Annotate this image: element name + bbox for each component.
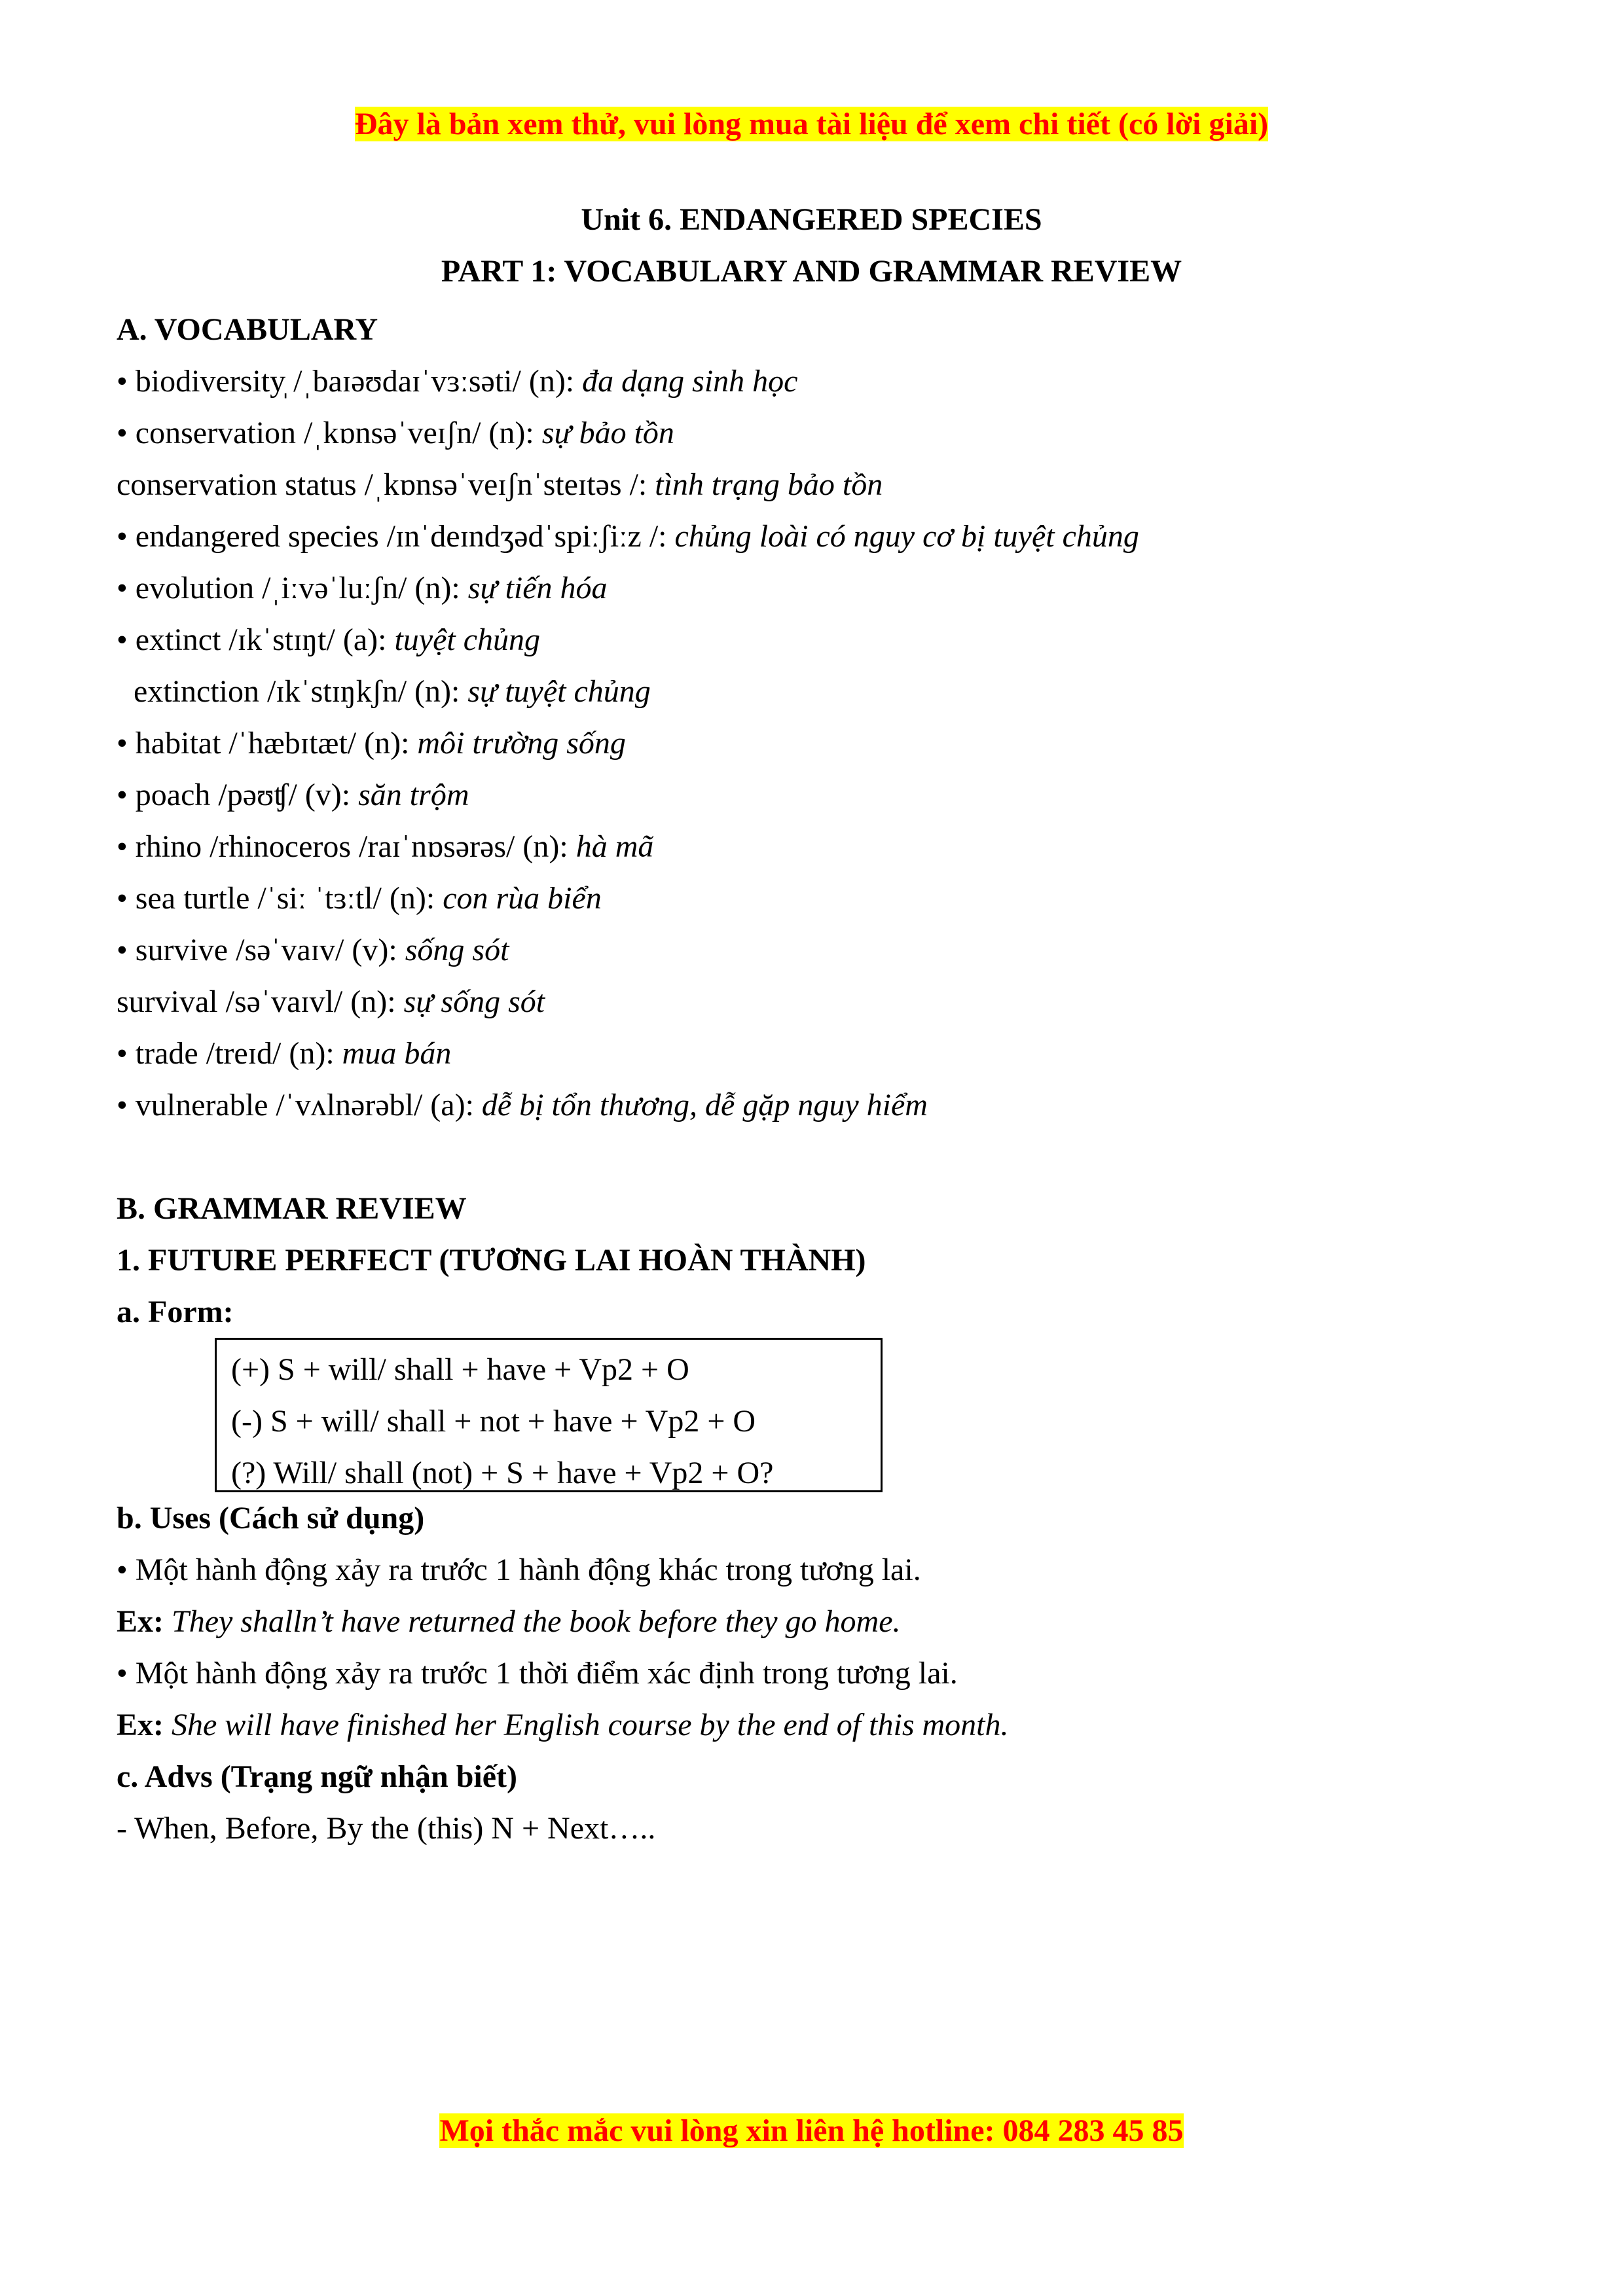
vocab-entry — [117, 407, 1518, 459]
vocab-entry — [117, 562, 1518, 614]
vocab-term: survival /səˈvaɪvl/ (n): — [117, 984, 404, 1019]
vocab-term: conservation status /ˌkɒnsəˈveɪʃnˈsteɪtəs /: — [117, 467, 655, 502]
vocab-meaning: dễ bị tổn thương, dễ gặp nguy hiểm — [481, 1088, 928, 1122]
vocab-term: • survive /səˈvaɪv/ (v): — [117, 933, 405, 967]
vocab-meaning: môi trường sống — [417, 726, 626, 761]
vocab-term: • extinct /ɪkˈstɪŋt/ (a): — [117, 622, 395, 657]
example-2 — [117, 1699, 1518, 1751]
vocab-meaning: tình trạng bảo tồn — [655, 467, 883, 502]
example-label: Ex: — [117, 1708, 164, 1742]
vocab-meaning: chủng loài có nguy cơ bị tuyệt chủng — [674, 519, 1139, 554]
uses-label: b. Uses (Cách sử dụng) — [117, 1501, 425, 1535]
footer-notice — [0, 2111, 1623, 2151]
vocab-meaning: sự bảo tồn — [541, 416, 674, 450]
grammar-section-title: 1. FUTURE PERFECT (TƯƠNG LAI HOÀN THÀNH) — [117, 1243, 866, 1278]
vocab-meaning: sự tuyệt chủng — [467, 674, 651, 709]
vocab-heading: A. VOCABULARY — [117, 312, 378, 347]
vocab-entry — [117, 821, 1518, 872]
vocab-meaning: sự sống sót — [403, 984, 545, 1019]
grammar-heading: B. GRAMMAR REVIEW — [117, 1191, 467, 1226]
vocab-entry — [117, 924, 1518, 976]
vocab-term: • trade /treɪd/ (n): — [117, 1036, 342, 1071]
advs-text: - When, Before, By the (this) N + Next….. — [117, 1811, 656, 1846]
vocab-entry — [117, 1079, 1518, 1131]
form-question: (?) Will/ shall (not) + S + have + Vp2 + O? — [231, 1456, 774, 1490]
vocab-term: • conservation /ˌkɒnsəˈveɪʃn/ (n): — [117, 416, 542, 450]
vocab-entry — [117, 511, 1518, 562]
vocab-term: • biodiversity̩ /ˌbaɪəʊdaɪˈvɜːsəti/ (n): — [117, 364, 583, 399]
unit-title: Unit 6. ENDANGERED SPECIES — [581, 202, 1042, 237]
footer-notice-text: Mọi thắc mắc vui lòng xin liên hệ hotline: 084 283 45 85 — [439, 2113, 1184, 2148]
vocab-entry — [117, 717, 1518, 769]
vocab-entry — [117, 976, 1518, 1028]
example-1 — [117, 1596, 1518, 1647]
form-affirmative: (+) S + will/ shall + have + Vp2 + O — [231, 1352, 689, 1387]
vocab-term: • habitat /ˈhæbɪtæt/ (n): — [117, 726, 418, 761]
vocab-entry — [117, 769, 1518, 821]
vocab-meaning: con rùa biển — [443, 881, 602, 916]
form-label: a. Form: — [117, 1295, 234, 1329]
header-notice — [0, 105, 1623, 144]
example-text: They shalln’t have returned the book before they go home. — [164, 1604, 901, 1639]
example-label: Ex: — [117, 1604, 164, 1639]
vocab-meaning: đa dạng sinh học — [582, 364, 798, 399]
document-body — [117, 304, 1518, 1854]
vocab-term: • sea turtle /ˈsiː ˈtɜːtl/ (n): — [117, 881, 443, 916]
vocab-meaning: sự tiến hóa — [467, 571, 608, 605]
spacer — [117, 1131, 1518, 1183]
part-title: PART 1: VOCABULARY AND GRAMMAR REVIEW — [441, 254, 1182, 289]
vocab-entry — [117, 459, 1518, 511]
vocab-entry — [117, 1028, 1518, 1079]
advs-label: c. Advs (Trạng ngữ nhận biết) — [117, 1759, 518, 1794]
vocab-meaning: săn trộm — [358, 778, 469, 812]
vocab-term: extinction /ɪkˈstɪŋkʃn/ (n): — [134, 674, 468, 709]
vocab-meaning: mua bán — [342, 1036, 452, 1071]
vocab-term: • poach /pəʊʧ/ (v): — [117, 778, 359, 812]
form-box — [215, 1338, 883, 1492]
vocab-term: • vulnerable /ˈvʌlnərəbl/ (a): — [117, 1088, 482, 1122]
vocab-term: • rhino /rhinoceros /raɪˈnɒsərəs/ (n): — [117, 829, 576, 864]
header-notice-text: Đây là bản xem thử, vui lòng mua tài liệu để xem chi tiết (có lời giải) — [354, 107, 1269, 141]
vocab-entry — [117, 355, 1518, 407]
use-1: • Một hành động xảy ra trước 1 hành động khác trong tương lai. — [117, 1552, 921, 1587]
form-negative: (-) S + will/ shall + not + have + Vp2 + O — [231, 1404, 756, 1439]
vocab-meaning: tuyệt chủng — [394, 622, 541, 657]
vocab-entry — [117, 614, 1518, 666]
vocab-meaning: sống sót — [405, 933, 509, 967]
vocab-term: • endangered species /ɪnˈdeɪndʒədˈspiːʃiːz /: — [117, 519, 675, 554]
vocab-entry — [117, 872, 1518, 924]
vocab-term: • evolution /ˌiːvəˈluːʃn/ (n): — [117, 571, 468, 605]
use-2: • Một hành động xảy ra trước 1 thời điểm xác định trong tương lai. — [117, 1656, 958, 1691]
vocab-meaning: hà mã — [575, 829, 654, 864]
example-text: She will have finished her English course by the end of this month. — [164, 1708, 1009, 1742]
vocab-entry — [117, 666, 1518, 717]
